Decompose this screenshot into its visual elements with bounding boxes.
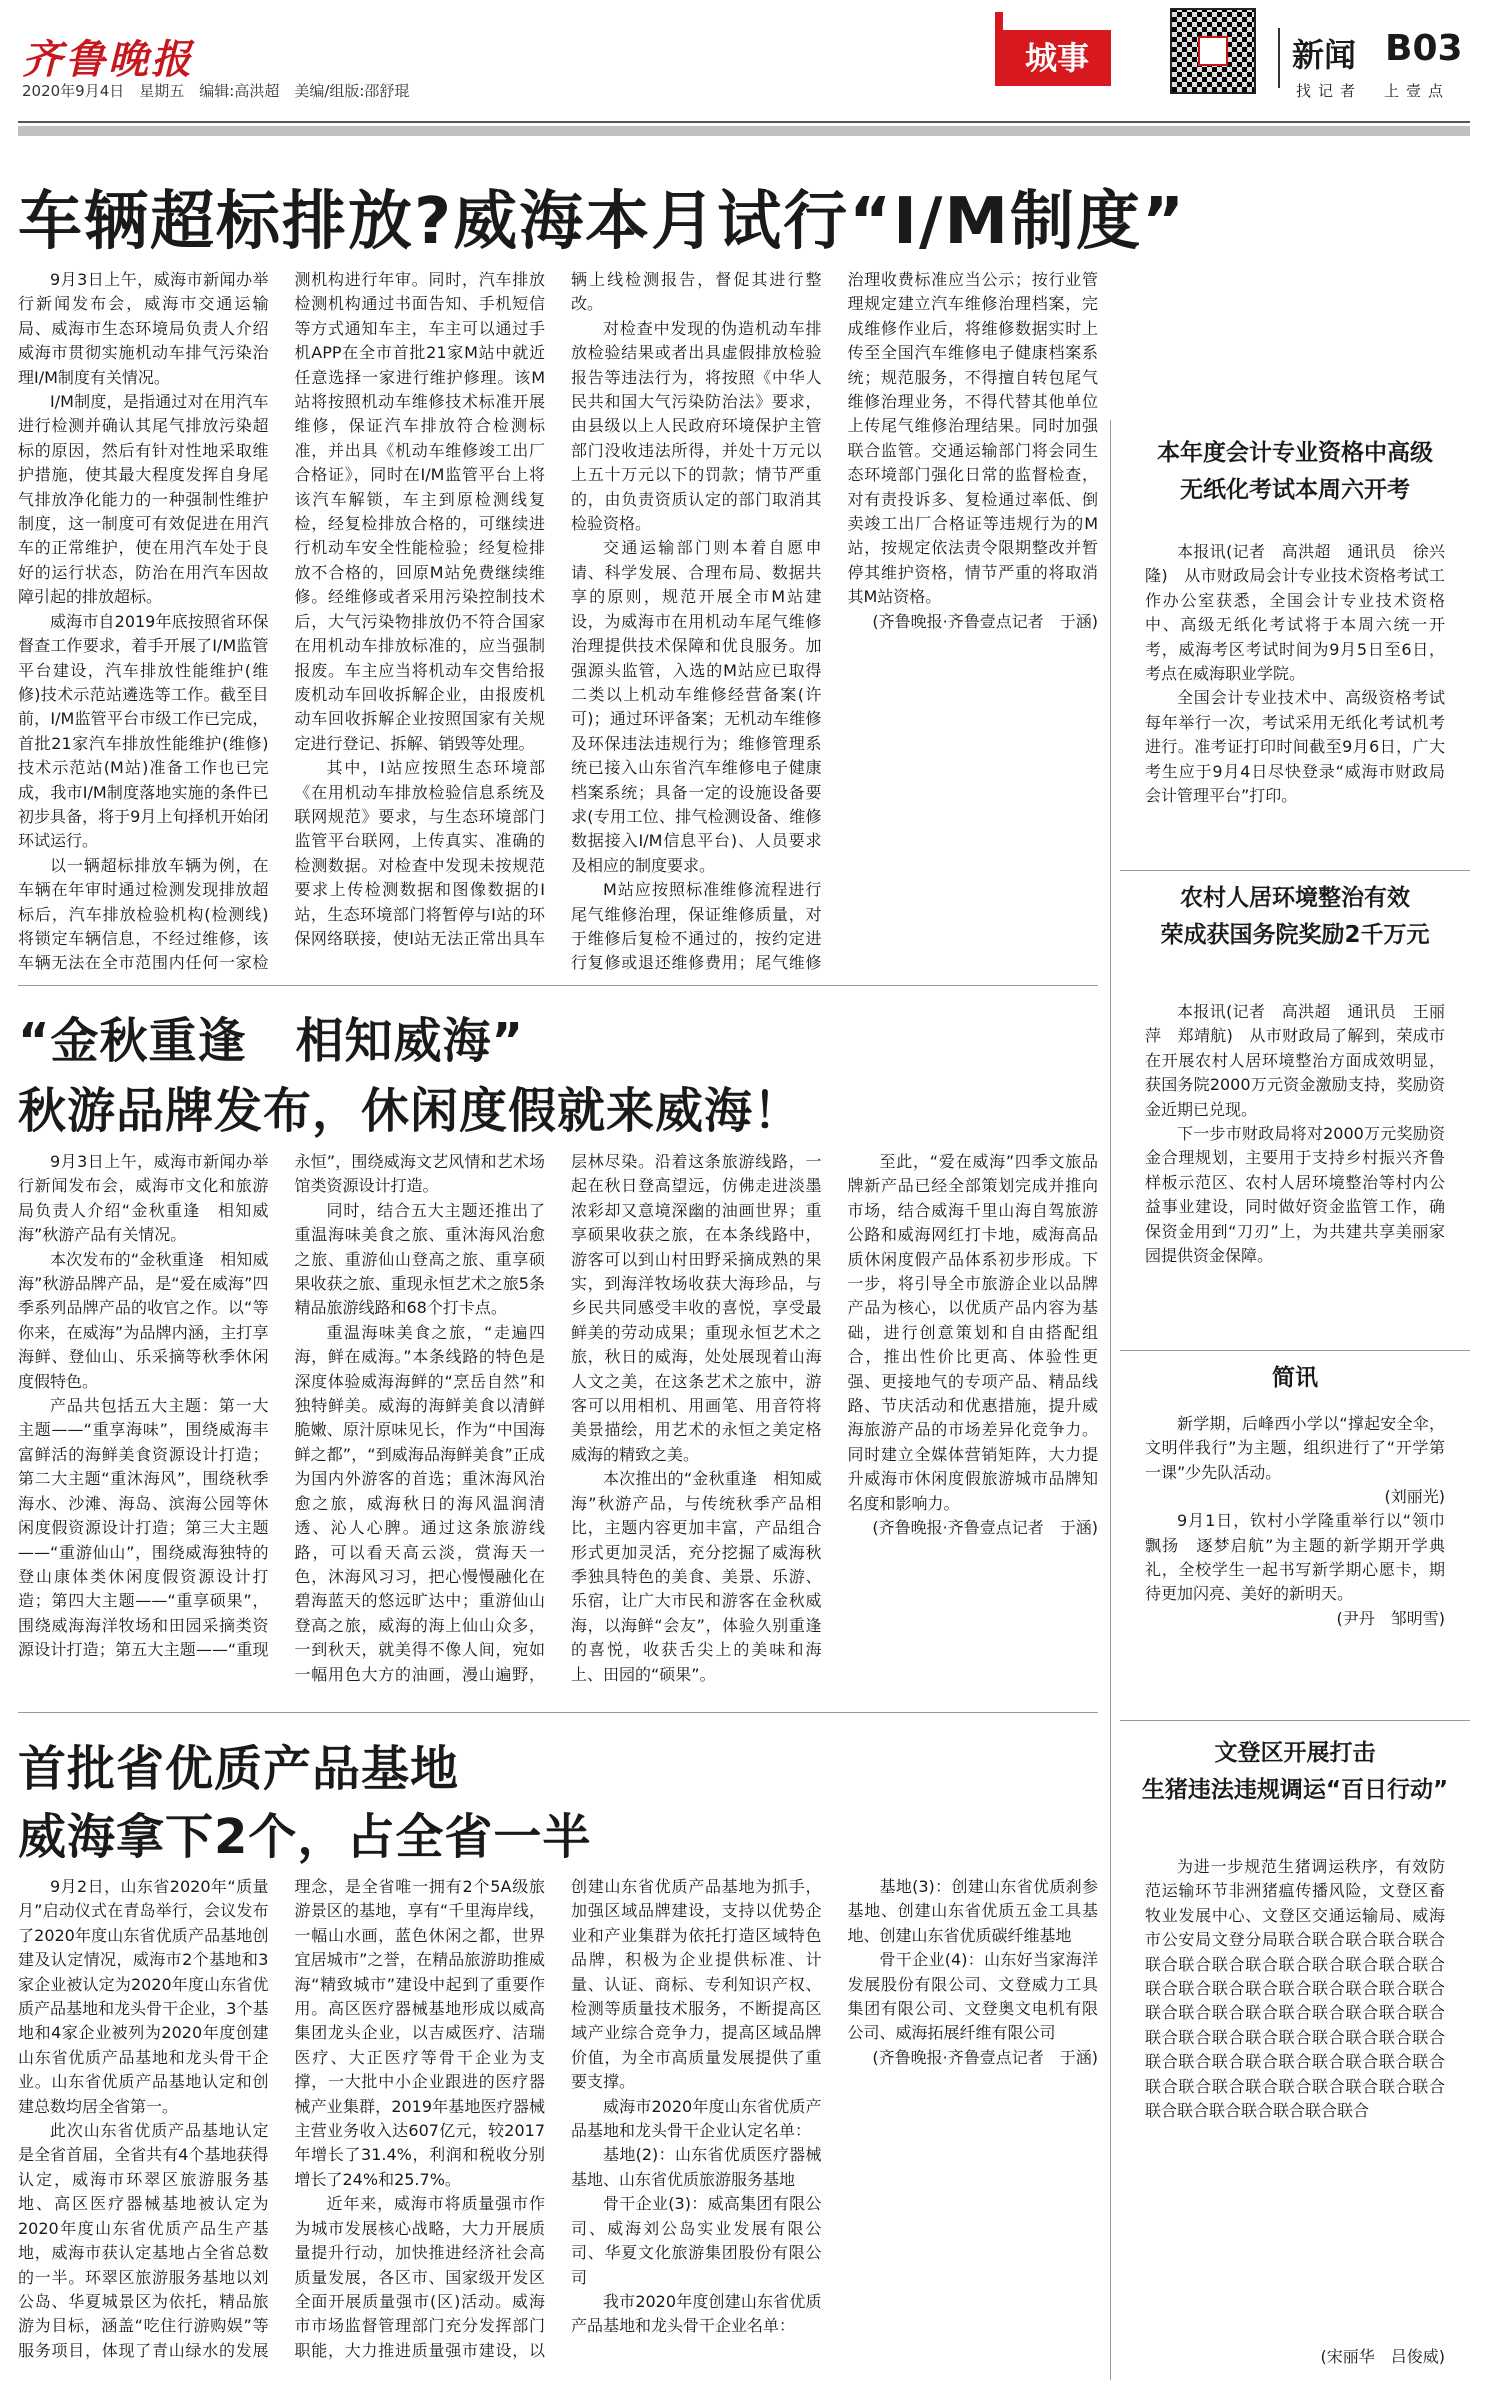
side2-title — [1120, 880, 1470, 954]
article1-title: 车辆超标排放?威海本月试行“I/M制度” — [18, 185, 1187, 259]
article1-paragraph: 其中，I站应按照生态环境部《在用机动车排放检验信息系统及联网规范》要求，与生态环境部门监管平台联网，上传真实、准确的检测数据。对检查中发现未按规范要求上传检测数据和图像数据的I站，生态环境部门将暂停与I站的环保网络联接，使I站无法正常出具车辆上线检测报告，督促其进行整改。 — [294, 270, 822, 948]
side2-title-line1: 农村人居环境整治有效 — [1180, 885, 1410, 911]
side1-body — [1145, 540, 1445, 860]
article1-paragraph: 9月3日上午，威海市新闻办举行新闻发布会，威海市交通运输局、威海市生态环境局负责人介绍威海市贯彻实施机动车排气污染治理I/M制度有关情况。 — [18, 270, 269, 387]
article2-paragraph: 同时，结合五大主题还推出了重温海味美食之旅、重沐海风治愈之旅、重游仙山登高之旅、重享硕果收获之旅、重现永恒艺术之旅5条精品旅游线路和68个打卡点。 — [294, 1200, 545, 1318]
side3-byline: (尹丹 邹明雪) — [1336, 1608, 1445, 1628]
section-name: 新闻 — [1292, 36, 1357, 74]
article3-list-item: 基地(2)：山东省优质医疗器械基地、山东省优质旅游服务基地 — [571, 2145, 822, 2189]
article2-paragraph: 本次发布的“金秋重逢 相知威海”秋游品牌产品，是“爱在威海”四季系列品牌产品的收官之作。以“等你来，在威海”为品牌内涵，主打享海鲜、登仙山、乐采摘等秋季休闲度假特色。 — [18, 1249, 269, 1391]
side1-paragraph: 全国会计专业技术中、高级资格考试每年举行一次，考试采用无纸化考试机考进行。准考证打印时间截至9月6日，广大考生应于9月4日尽快登录“威海市财政局会计管理平台”打印。 — [1145, 688, 1445, 806]
side4-title-line2: 生猪违法违规调运“百日行动” — [1141, 1777, 1449, 1803]
side3-byline: (刘丽光) — [1384, 1487, 1445, 1507]
side4-title — [1120, 1735, 1470, 1809]
header-rule — [18, 126, 1470, 136]
page-number: B03 — [1385, 28, 1463, 69]
side3-title: 简讯 — [1272, 1365, 1318, 1391]
side1-title — [1120, 435, 1470, 509]
article2-paragraph: 本次推出的“金秋重逢 相知威海”秋游产品，与传统秋季产品相比，主题内容更加丰富，产品组合形式更加灵活，充分挖掘了威海秋季独具特色的美食、美景、乐游、乐宿，让广大市民和游客在金秋威海，以海鲜“会友”，体验久别重逢的喜悦，收获舌尖上的美味和海上、田园的“硕果”。 — [571, 1469, 822, 1684]
article3-paragraph: 近年来，威海市将质量强市作为城市发展核心战略，大力开展质量提升行动，加快推进经济社会高质量发展，各区市、国家级开发区全面开展质量强市(区)活动。威海市市场监督管理部门充分发挥部门职能，大力推进质量强市建设，以创建山东省优质产品基地为抓手，加强区域品牌建设，支持以优势企业和产业集群为依托打造区域特色品牌，积极为企业提供标准、计量、认证、商标、专利知识产权、检测等质量技术服务，不断提高区域产业综合竞争力，提高区域品牌价值，为全市高质量发展提供了重要支撑。 — [294, 1877, 822, 2360]
qr-code-logo-icon — [1198, 36, 1228, 66]
divider — [18, 1712, 1098, 1713]
article2-paragraph: 至此，“爱在威海”四季文旅品牌新产品已经全部策划完成并推向市场，结合威海千里山海自驾旅游公路和威海网红打卡地，威海高品质休闲度假产品体系初步形成。下一步，将引导全市旅游企业以品牌产品为核心，以优质产品内容为基础，进行创意策划和自由搭配组合，推出性价比更高、体验性更强、更接地气的专项产品、精品线路、节庆活动和优惠措施，提升威海旅游产品的市场差异化竞争力。同时建立全媒体营销矩阵，大力提升威海市休闲度假旅游城市品牌知名度和影响力。 — [847, 1152, 1098, 1513]
section-tab-accent — [995, 12, 1003, 86]
article3-paragraph: 此次山东省优质产品基地认定是全省首届，全省共有4个基地获得认定，威海市环翠区旅游服务基地、高区医疗器械基地被认定为2020年度山东省优质产品生产基地，威海市获认定基地占全省总数的一半。环翠区旅游服务基地以刘公岛、华夏城景区为依托，精品旅游为目标，涵盖“吃住行游购娱”等服务项目，体现了青山绿水的发展理念，是全省唯一拥有2个5A级旅游景区的基地，享有“千里海岸线，一幅山水画，蓝色休闲之都，世界宜居城市”之誉，在精品旅游助推威海“精致城市”建设中起到了重要作用。高区医疗器械基地形成以威高集团龙头企业，以吉威医疗、洁瑞医疗、大正医疗等骨干企业为支撑，一大批中小企业跟进的医疗器械产业集群，2019年基地医疗器械主营业务收入达607亿元，较2017年增长了31.4%，利润和税收分别增长了24%和25.7%。 — [18, 1877, 545, 2360]
side1-paragraph: 本报讯(记者 高洪超 通讯员 徐兴隆) 从市财政局会计专业技术资格考试工作办公室获悉，全国会计专业技术资格中、高级无纸化考试将于本周六统一开考，威海考区考试时间为9月5日至6日，考点在威海职业学院。 — [1145, 542, 1445, 684]
side4-body — [1145, 1855, 1445, 2335]
article3-list-item: 骨干企业(4)：山东好当家海洋发展股份有限公司、文登威力工具集团有限公司、文登奥文电机有限公司、威海拓展纤维有限公司 — [847, 1950, 1098, 2043]
date-line: 2020年9月4日 星期五 编辑:高洪超 美编/组版:邵舒琨 — [22, 82, 410, 100]
side3-body — [1145, 1412, 1445, 1712]
side4-title-line1: 文登区开展打击 — [1214, 1740, 1376, 1766]
article2-title-line2: 秋游品牌发布，休闲度假就来威海！ — [18, 1083, 803, 1139]
divider — [18, 985, 1098, 986]
side4-byline: (宋丽华 吕俊威) — [1320, 2347, 1445, 2366]
article3-paragraph: 9月2日，山东省2020年“质量月”启动仪式在青岛举行，会议发布了2020年度山东省优质产品基地创建及认定情况，威海市2个基地和3家企业被认定为2020年度山东省优质产品基地和龙头骨干企业，3个基地和4家企业被列为2020年度创建山东省优质产品基地和龙头骨干企业。山东省优质产品基地认定和创建总数均居全省第一。 — [18, 1877, 269, 2116]
newspaper-logo: 齐鲁晚报 — [22, 36, 194, 83]
section-tab: 城事 — [1003, 30, 1111, 86]
side1-title-line2: 无纸化考试本周六开考 — [1180, 477, 1410, 503]
article2-paragraph: 重温海味美食之旅，“走遍四海，鲜在威海。”本条线路的特色是深度体验威海海鲜的“烹岳自然”和独特鲜美。威海的海鲜美食以清鲜脆嫩、原汁原味见长，作为“中国海鲜之都”，“到威海品海鲜美食”正成为国内外游客的首选；重沐海风治愈之旅，威海秋日的海风温润清透、沁人心脾。通过这条旅游线路，可以看天高云淡，赏海天一色，沐海风习习，把心慢慢融化在碧海蓝天的悠远旷达中；重游仙山登高之旅，威海的海上仙山众多，一到秋天，就美得不像人间，宛如一幅用色大方的油画，漫山遍野，层林尽染。沿着这条旅游线路，一起在秋日登高望远，仿佛走进淡墨浓彩却又意境深幽的油画世界；重享硕果收获之旅，在本条线路中，游客可以到山村田野采摘成熟的果实，到海洋牧场收获大海珍品，与乡民共同感受丰收的喜悦，享受最鲜美的劳动成果；重现永恒艺术之旅，秋日的威海，处处展现着山海人文之美，在这条艺术之旅中，游客可以用相机、用画笔、用音符将美景描绘，用艺术的永恒之美定格威海的精致之美。 — [294, 1152, 822, 1684]
article3-title-line1: 首批省优质产品基地 — [18, 1741, 460, 1797]
article3-list-item: 我市2020年度创建山东省优质产品基地和龙头骨干企业名单： — [571, 2291, 822, 2336]
article3-byline: (齐鲁晚报·齐鲁壹点记者 于涵) — [872, 2047, 1098, 2067]
article1-paragraph: 以一辆超标排放车辆为例，在车辆在年审时通过检测发现排放超标后，汽车排放检验机构(检测线)将锁定车辆信息，不经过维修，该车辆无法在全市范围内任何一家检测机构进行年审。同时，汽车排放检测机构通过书面告知、手机短信等方式通知车主，车主可以通过手机APP在全市首批21家M站中就近任意选择一家进行维护修理。该M站将按照机动车维修技术标准开展维修，保证汽车排放符合检测标准，并出具《机动车维修竣工出厂合格证》，同时在I/M监管平台上将该汽车解锁，车主到原检测线复检，经复检排放合格的，可继续进行机动车安全性能检验；经复检排放不合格的，回原M站免费继续维修。经维修或者采用污染控制技术后，大气污染物排放仍不符合国家在用机动车排放标准的，应当强制报废。车主应当将机动车交售给报废机动车回收拆解企业，由报废机动车回收拆解企业按照国家有关规定进行登记、拆解、销毁等处理。 — [18, 270, 545, 973]
side2-paragraph: 本报讯(记者 高洪超 通讯员 王丽萍 郑靖航) 从市财政局了解到，荣成市在开展农村人居环境整治方面成效明显，获国务院2000万元资金激励支持，奖励资金近期已兑现。 — [1145, 1002, 1445, 1119]
side2-body — [1145, 1000, 1445, 1330]
article2-title-line1: “金秋重逢 相知威海” — [18, 1013, 525, 1069]
article1-paragraph: 对检查中发现的伪造机动车排放检验结果或者出具虚假排放检验报告等违法行为，将按照《中华人民共和国大气污染防治法》要求，由县级以上人民政府环境保护主管部门没收违法所得，并处十万元以上五十万元以下的罚款；情节严重的，由负责资质认定的部门取消其检验资格。 — [571, 318, 822, 534]
divider — [1120, 1720, 1470, 1721]
sidebar-divider — [1110, 420, 1111, 2380]
article1-paragraph: I/M制度，是指通过对在用汽车进行检测并确认其尾气排放污染超标的原因，然后有针对性地采取维护措施，使其最大程度发挥自身尾气排放净化能力的一种强制性维护制度，这一制度可有效促进在用汽车的正常维护，使在用汽车处于良好的运行状态，防治在用汽车因故障引起的排放超标。 — [18, 392, 269, 607]
side2-title-line2: 荣成获国务院奖励2千万元 — [1160, 922, 1430, 948]
side2-paragraph: 下一步市财政局将对2000万元奖励资金合理规划，主要用于支持乡村振兴齐鲁样板示范区、农村人居环境整治等村内公益事业建设，同时做好资金监管工作，确保资金用到“刀刃”上，为共建共享美丽家园提供资金保障。 — [1145, 1124, 1445, 1266]
article3-body — [18, 1875, 1098, 2385]
header-separator — [1278, 28, 1280, 88]
article3-list-item: 基地(3)：创建山东省优质刹参基地、创建山东省优质五金工具基地、创建山东省优质碳纤维基地 — [847, 1877, 1098, 1945]
side1-title-line1: 本年度会计专业资格中高级 — [1157, 440, 1433, 466]
article1-paragraph: 交通运输部门则本着自愿申请、科学发展、合理布局、数据共享的原则，规范开展全市M站建设，为威海市在用机动车尾气维修治理提供技术保障和优良服务。加强源头监管，入选的M站应已取得二类以上机动车维修经营备案(许可)；通过环评备案；无机动车维修及环保违法违规行为；维修管理系统已接入山东省汽车维修电子健康档案系统；具备一定的设施设备要求(专用工位、排气检测设备、维修数据接入I/M信息平台)、人员要求及相应的制度要求。 — [571, 538, 822, 875]
article1-paragraph: 威海市自2019年底按照省环保督查工作要求，着手开展了I/M监管平台建设，汽车排放性能维护(维修)技术示范站遴选等工作。截至目前，I/M监管平台市级工作已完成，首批21家汽车排放性能维护(维修)技术示范站(M站)准备工作也已完成，我市I/M制度落地实施的条件已初步具备，将于9月上旬择机开始闭环试运行。 — [18, 611, 269, 851]
article3-list-item: 骨干企业(3)：威高集团有限公司、威海刘公岛实业发展有限公司、华夏文化旅游集团股份有限公司 — [571, 2194, 822, 2287]
side3-paragraph: 新学期，后峰西小学以“撑起安全伞，文明伴我行”为主题，组织进行了“开学第一课”少先队活动。 — [1145, 1414, 1445, 1482]
article2-paragraph: 产品共包括五大主题：第一大主题——“重享海味”，围绕威海丰富鲜活的海鲜美食资源设计打造；第二大主题“重沐海风”，围绕秋季海水、沙滩、海岛、滨海公园等休闲度假资源设计打造；第三大主题——“重游仙山”，围绕威海独特的登山康体类休闲度假资源设计打造；第四大主题——“重享硕果”，围绕威海海洋牧场和田园采摘类资源设计打造；第五大主题——“重现永恒”，围绕威海文艺风情和艺术场馆类资源设计打造。 — [18, 1152, 545, 1660]
side4-paragraph: 为进一步规范生猪调运秩序，有效防范运输环节非洲猪瘟传播风险，文登区畜牧业发展中心、文登区交通运输局、威海市公安局文登分局联合联合联合联合联合联合联合联合联合联合联合联合联合联合联合联合联合联合联合联合联合联合联合联合联合联合联合联合联合联合联合联合联合联合联合联合联合联合联合联合联合联合联合联合联合联合联合联合联合联合联合联合联合联合联合联合联合联合联合联合联合联合联合联合联合联合 — [1145, 1857, 1445, 2121]
article1-byline: (齐鲁晚报·齐鲁壹点记者 于涵) — [872, 611, 1098, 631]
article1-paragraph: M站应按照标准维修流程进行尾气维修治理，保证维修质量，对于维修后复检不通过的，按约定进行复修或退还维修费用；尾气维修治理收费标准应当公示；按行业管理规定建立汽车维修治理档案，完成维修作业后，将维修数据实时上传至全国汽车维修电子健康档案系统；规范服务，不得擅自转包尾气维修治理业务，不得代替其他单位上传尾气维修治理结果。同时加强联合监管。交通运输部门将会同生态环境部门强化日常的监督检查，对有责投诉多、复检通过率低、倒卖竣工出厂合格证等违规行为的M站，按规定依法责令限期整改并暂停其维护资格，情节严重的将取消其M站资格。 — [571, 270, 1098, 973]
article2-byline: (齐鲁晚报·齐鲁壹点记者 于涵) — [872, 1518, 1098, 1538]
divider — [1120, 1350, 1470, 1351]
header-rule-top — [18, 121, 1470, 123]
article2-paragraph: 9月3日上午，威海市新闻办举行新闻发布会，威海市文化和旅游局负责人介绍“金秋重逢 相知威海”秋游产品有关情况。 — [18, 1152, 269, 1245]
reporter-line: 找记者 上壹点 — [1296, 82, 1451, 100]
article3-title-line2: 威海拿下2个，占全省一半 — [18, 1809, 592, 1865]
article3-paragraph: 威海市2020年度山东省优质产品基地和龙头骨干企业认定名单： — [571, 2096, 822, 2141]
side3-paragraph: 9月1日，钦村小学隆重举行以“领巾飘扬 逐梦启航”为主题的新学期开学典礼，全校学生一起书写新学期心愿卡，期待更加闪亮、美好的新明天。 — [1145, 1511, 1445, 1604]
article2-body — [18, 1150, 1098, 1710]
article1-body — [18, 268, 1098, 978]
divider — [1120, 870, 1470, 871]
